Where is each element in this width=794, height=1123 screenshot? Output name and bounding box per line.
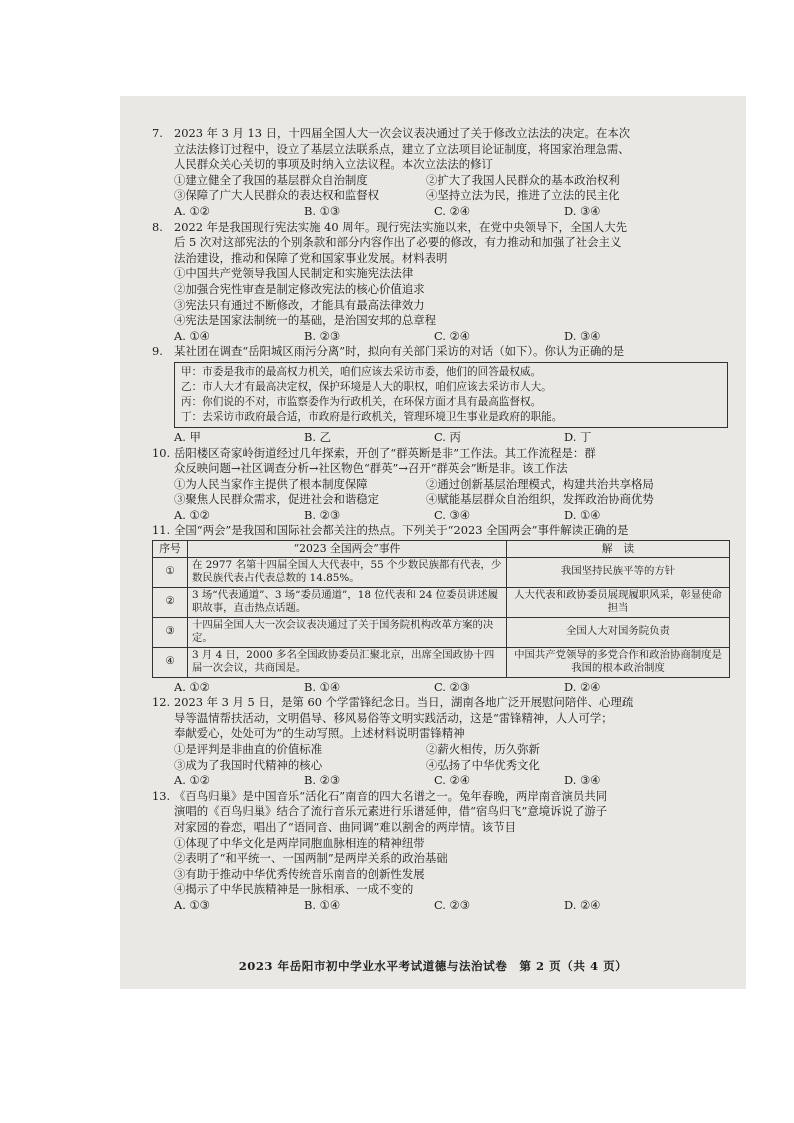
statement-option: ③成为了我国时代精神的核心 <box>174 757 323 772</box>
statement-option: ④赋能基层群众自治组织，发挥政治协商优势 <box>426 492 654 507</box>
answer-choices <box>152 773 730 789</box>
events-table <box>152 540 730 678</box>
dialog-line: 丙：你们说的不对，市监察委作为行政机关，在环保方面才具有最高监督权。 <box>181 395 542 408</box>
question-10 <box>152 446 730 524</box>
table-cell-number: ① <box>153 557 188 587</box>
answer-choice: C. ②④ <box>434 328 470 343</box>
statement-option: ②表明了“和平统一、一国两制”是两岸关系的政治基础 <box>174 851 448 866</box>
answer-choice: D. 丁 <box>564 429 592 444</box>
statement-option: ①是评判是非曲直的价值标准 <box>174 741 323 756</box>
table-cell-reading: 我国坚持民族平等的方针 <box>507 557 730 587</box>
answer-choice: B. ①③ <box>304 203 341 218</box>
question-stem-line: 法治建设，推动和保障了党和国家事业发展。材料表明 <box>174 250 448 265</box>
answer-choice: D. ②④ <box>564 679 601 694</box>
answer-choice: B. ①④ <box>304 897 341 912</box>
exam-paper-photo <box>120 96 746 989</box>
table-cell-event: 在 2977 名第十四届全国人大代表中，55 个少数民族都有代表，少数民族代表占代表总数的 14.85%。 <box>188 557 507 587</box>
question-stem-line: 2023 年 3 月 5 日，是第 60 个学雷锋纪念日。当日，湖南各地广泛开展慰问陪伴、心理疏 <box>174 695 634 710</box>
page-footer: 2023 年岳阳市初中学业水平考试道德与法治试卷 第 2 页（共 4 页） <box>238 959 628 973</box>
question-number: 12. <box>152 695 171 710</box>
table-header: 解 读 <box>507 541 730 558</box>
dialog-line: 丁：去采访市政府最合适，市政府是行政机关，管理环境卫生事业是政府的职能。 <box>181 410 563 423</box>
dialog-line: 甲：市委是我市的最高权力机关，咱们应该去采访市委，他们的回答最权威。 <box>181 365 542 378</box>
dialog-line: 乙：市人大才有最高决定权，保护环境是人大的职权，咱们应该去采访市人大。 <box>181 380 552 393</box>
answer-choices <box>152 430 730 446</box>
question-stem-line: 演唱的《百鸟归巢》结合了流行音乐元素进行乐谱延伸，借“宿鸟归飞”意境诉说了游子 <box>174 804 608 819</box>
table-cell-number: ③ <box>153 617 188 647</box>
question-stem-line: 岳阳楼区奇家岭街道经过几年探索，开创了“群英断是非”工作法。其工作流程是：群 <box>174 445 596 460</box>
question-number: 8. <box>152 219 163 234</box>
answer-choice: A. ①③ <box>174 897 210 912</box>
question-stem-line: 立法法修订过程中，设立了基层立法联系点，建立了立法项目论证制度，将国家治理急需、 <box>174 141 630 156</box>
question-number: 13. <box>152 788 171 803</box>
question-stem-line: 2022 年是我国现行宪法实施 40 周年。现行宪法实施以来，在党中央领导下，全国人大先 <box>174 219 628 234</box>
table-cell-event: 3 月 4 日，2000 多名全国政协委员汇聚北京，出席全国政协十四届一次会议，共商国是。 <box>188 647 507 677</box>
statement-option: ③有助于推动中华优秀传统音乐南音的创新性发展 <box>174 866 425 881</box>
dialog-box <box>174 362 728 428</box>
table-row <box>153 647 730 677</box>
statement-options <box>152 173 730 204</box>
question-7 <box>152 126 730 220</box>
answer-choice: C. ②③ <box>434 679 470 694</box>
statement-option: ①中国共产党领导我国人民制定和实施宪法法律 <box>174 266 414 281</box>
answer-choice: D. ③④ <box>564 773 601 788</box>
question-12 <box>152 695 730 789</box>
table-row <box>153 617 730 647</box>
table-cell-reading: 中国共产党领导的多党合作和政治协商制度是我国的根本政治制度 <box>507 647 730 677</box>
statement-option: ②通过创新基层治理模式，构建共治共享格局 <box>426 476 654 491</box>
question-stem-line: 某社团在调查“岳阳城区雨污分离”时，拟向有关部门采访的对话（如下）。你认为正确的是 <box>174 344 625 359</box>
question-stem-line: 人民群众关心关切的事项及时纳入立法议程。本次立法法的修订 <box>174 157 493 172</box>
question-stem-line: 众反映问题→社区调查分析→社区物色“群英”→召开“群英会”断是非。该工作法 <box>174 461 568 476</box>
statement-options <box>152 742 730 773</box>
question-stem-line: 全国“两会”是我国和国际社会都关注的热点。下列关于“2023 全国两会”事件解读正确的是 <box>174 523 629 538</box>
statement-option: ①建立健全了我国的基层群众自治制度 <box>174 172 368 187</box>
answer-choice: D. ①④ <box>564 507 601 522</box>
answer-choice: D. ③④ <box>564 203 601 218</box>
statement-options <box>152 477 730 508</box>
statement-option: ③宪法只有通过不断修改，才能具有最高法律效力 <box>174 297 425 312</box>
table-header: “2023 全国两会”事件 <box>188 541 507 558</box>
question-number: 7. <box>152 126 163 140</box>
question-stem-line: 后 5 次对这部宪法的个别条款和部分内容作出了必要的修改，有力推动和加强了社会主义 <box>174 235 622 250</box>
question-11 <box>152 523 730 695</box>
statement-option: ①为人民当家作主提供了根本制度保障 <box>174 476 368 491</box>
statement-option: ③聚焦人民群众需求，促进社会和谐稳定 <box>174 492 380 507</box>
answer-choices <box>152 329 730 345</box>
answer-choices <box>152 680 730 696</box>
question-9 <box>152 344 730 445</box>
answer-choice: A. ①② <box>174 773 210 788</box>
answer-choice: D. ③④ <box>564 328 601 343</box>
answer-choice: C. ③④ <box>434 507 470 522</box>
answer-choices <box>152 204 730 220</box>
answer-choice: A. 甲 <box>174 429 201 444</box>
answer-choice: B. ②③ <box>304 507 341 522</box>
question-8 <box>152 220 730 345</box>
answer-choices <box>152 508 730 524</box>
table-row <box>153 587 730 617</box>
table-header-row <box>153 541 730 558</box>
answer-choice: A. ①② <box>174 203 210 218</box>
question-stem-line: 奉献爱心，处处可为”的生动写照。上述材料说明雷锋精神 <box>174 726 465 741</box>
answer-choice: B. 乙 <box>304 429 332 444</box>
answer-choices <box>152 898 730 914</box>
question-stem-line: 《百鸟归巢》是中国音乐“活化石”南音的四大名谱之一。兔年春晚，两岸南音演员共同 <box>174 788 608 803</box>
statement-option: ②薪火相传，历久弥新 <box>426 741 540 756</box>
question-stem-line: 对家园的眷恋，唱出了“语同音、曲同调”难以割舍的两岸情。该节目 <box>174 819 516 834</box>
answer-choice: B. ②③ <box>304 328 341 343</box>
table-cell-reading: 人大代表和政协委员展现履职风采，彰显使命担当 <box>507 587 730 617</box>
statement-option: ③保障了广大人民群众的表达权和监督权 <box>174 188 380 203</box>
question-13 <box>152 789 730 914</box>
answer-choice: C. 丙 <box>434 429 461 444</box>
table-cell-reading: 全国人大对国务院负责 <box>507 617 730 647</box>
answer-choice: A. ①④ <box>174 328 210 343</box>
answer-choice: C. ②③ <box>434 897 470 912</box>
page-content <box>152 126 730 913</box>
statement-option: ④坚持立法为民，推进了立法的民主化 <box>426 188 620 203</box>
question-number: 9. <box>152 344 163 359</box>
question-stem-line: 导等温情帮扶活动，文明倡导、移风易俗等文明实践活动，这是“雷锋精神，人人可学； <box>174 710 613 725</box>
table-header: 序号 <box>153 541 188 558</box>
answer-choice: B. ①④ <box>304 679 341 694</box>
question-stem-line: 2023 年 3 月 13 日，十四届全国人大一次会议表决通过了关于修改立法法的决定。在本次 <box>174 126 631 140</box>
statement-option: ④揭示了中华民族精神是一脉相承、一成不变的 <box>174 882 414 897</box>
statement-option: ②扩大了我国人民群众的基本政治权利 <box>426 172 620 187</box>
answer-choice: C. ②④ <box>434 203 470 218</box>
answer-choice: A. ①② <box>174 507 210 522</box>
question-number: 11. <box>152 523 171 538</box>
statement-option: ①体现了中华文化是两岸同胞血脉相连的精神纽带 <box>174 835 425 850</box>
question-number: 10. <box>152 445 171 460</box>
statement-option: ④宪法是国家法制统一的基础，是治国安邦的总章程 <box>174 313 436 328</box>
answer-choice: B. ②③ <box>304 773 341 788</box>
statement-option: ④弘扬了中华优秀文化 <box>426 757 540 772</box>
statement-option: ②加强合宪性审查是制定修改宪法的核心价值追求 <box>174 281 425 296</box>
answer-choice: C. ②④ <box>434 773 470 788</box>
table-cell-event: 十四届全国人大一次会议表决通过了关于国务院机构改革方案的决定。 <box>188 617 507 647</box>
answer-choice: A. ①② <box>174 679 210 694</box>
answer-choice: D. ②④ <box>564 897 601 912</box>
table-cell-number: ④ <box>153 647 188 677</box>
table-cell-event: 3 场“代表通道”、3 场“委员通道”，18 位代表和 24 位委员讲述履职故事，直击热点话题。 <box>188 587 507 617</box>
table-row <box>153 557 730 587</box>
table-cell-number: ② <box>153 587 188 617</box>
